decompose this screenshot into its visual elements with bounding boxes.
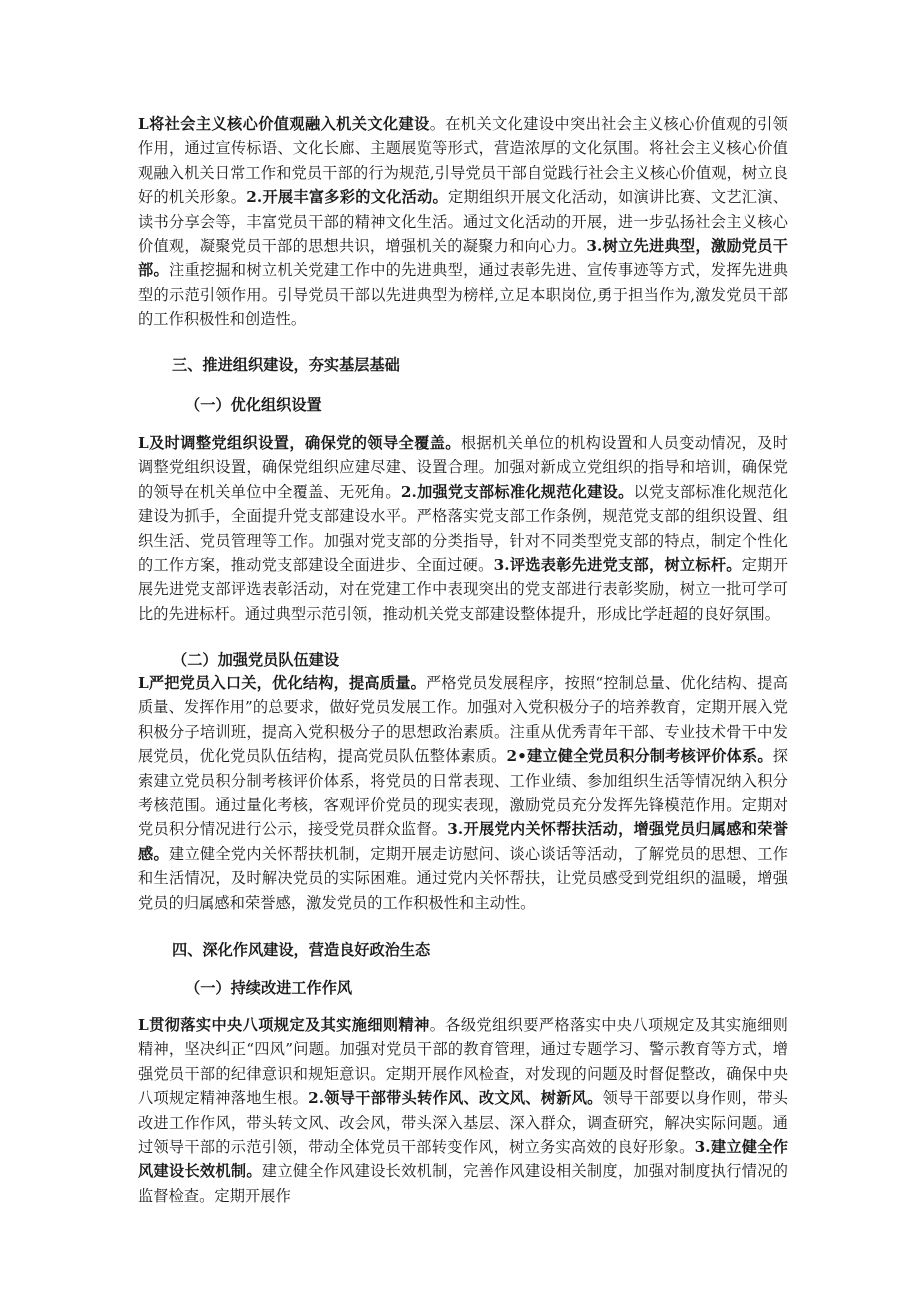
paragraph-work-style <box>138 1013 788 1208</box>
point-2-heading: 2•建立健全党员积分制考核评价体系。 <box>506 747 773 766</box>
point-2-heading: 2.开展丰富多彩的文化活动。 <box>246 188 449 207</box>
point-2-body: 领导干部要以身作则，带头改进工作作风，带头转文风、改会风，带头深入基层、深入群众，调查研究，解决实际问题。通过领导干部的示范引领，带动全体党员干部转变作风，树立务实高效的良好形象。 <box>138 1089 788 1157</box>
point-3-body: 注重挖掘和树立机关党建工作中的先进典型，通过表彰先进、宣传事迹等方式，发挥先进典型的示范引领作用。引导党员干部以先进典型为榜样,立足本职岗位,勇于担当作为,激发党员干部的工作积极性和创造性。 <box>138 261 789 329</box>
point-2-body: 以党支部标准化规范化建设为抓手，全面提升党支部建设水平。严格落实党支部工作条例，规范党支部的组织设置、组织生活、党员管理等工作。加强对党支部的分类指导，针对不同类型党支部的特点，制定个性化的工作方案，推动党支部建设全面进步、全面过硬。 <box>138 482 789 575</box>
subsection-heading-work-style: （一）持续改进工作作风 <box>185 979 353 997</box>
point-1-body: 。各级党组织要严格落实中央八项规定及其实施细则精神，坚决纠正“四风”问题。加强对党员干部的教育管理，通过专题学习、警示教育等方式，增强党员干部的纪律意识和规矩意识。定期开展作风检查，对发现的问题及时督促整改，确保中央八项规定精神落地生根。 <box>138 1016 788 1108</box>
point-1-heading: L将社会主义核心价值观融入机关文化建设 <box>138 115 430 133</box>
point-1-body: 严格党员发展程序，按照“控制总量、优化结构、提高质量、发挥作用”的总要求，做好党员发展工作。加强对入党积极分子的培养教育，定期开展入党积极分子培训班，提高入党积极分子的思想政治素质。注重从优秀青年干部、专业技术骨干中发展党员，优化党员队伍结构，提高党员队伍整体素质。 <box>138 674 788 766</box>
paragraph-org-setup <box>138 431 788 626</box>
section-heading-4: 四、深化作风建设，营造良好政治生态 <box>172 941 431 959</box>
point-3-body: 定期开展先进党支部评选表彰活动，对在党建工作中表现突出的党支部进行表彰奖励，树立一批可学可比的先进标杆。通过典型示范引领，推动机关党支部建设整体提升，形成比学赶超的良好氛围。 <box>138 556 788 623</box>
point-3-body: 建立健全党内关怀帮扶机制，定期开展走访慰问、谈心谈话等活动，了解党员的思想、工作和生活情况，及时解决党员的实际困难。通过党内关怀帮扶，让党员感受到党组织的温暖，增强党员的归属感和荣誉感，激发党员的工作积极性和主动性。 <box>138 844 789 912</box>
point-1-heading: L贯彻落实中央八项规定及其实施细则精神 <box>138 1016 430 1034</box>
subsection-heading-optimize-org: （一）优化组织设置 <box>185 396 322 414</box>
paragraph-culture-building <box>138 112 788 332</box>
point-3-heading: 3.建立健全作风建设长效机制。 <box>138 1138 788 1181</box>
point-3-heading: 3.评选表彰先进党支部，树立标杆。 <box>493 556 742 575</box>
subsection-heading-party-members: （二）加强党员队伍建设 <box>172 651 340 669</box>
point-3-body: 建立健全作风建设长效机制，完善作风建设相关制度，加强对制度执行情况的监督检查。定期开展作 <box>138 1162 788 1205</box>
paragraph-party-members <box>138 671 788 915</box>
point-2-heading: 2.加强党支部标准化规范化建设。 <box>400 482 634 501</box>
point-1-heading: L及时调整党组织设置，确保党的领导全覆盖。 <box>138 434 461 452</box>
point-2-body: 定期组织开展文化活动，如演讲比赛、文艺汇演、读书分享会等，丰富党员干部的精神文化生活。通过文化活动的开展，进一步弘扬社会主义核心价值观，凝聚党员干部的思想共识，增强机关的凝聚力和向心力。 <box>138 188 788 256</box>
section-heading-3: 三、推进组织建设，夯实基层基础 <box>172 356 400 374</box>
point-3-heading: 3.树立先进典型，激励党员干部。 <box>138 237 788 280</box>
point-3-heading: 3.开展党内关怀帮扶活动，增强党员归属感和荣誉感。 <box>138 820 789 863</box>
point-1-body: 。在机关文化建设中突出社会主义核心价值观的引领作用，通过宣传标语、文化长廊、主题展览等形式，营造浓厚的文化氛围。将社会主义核心价值观融入机关日常工作和党员干部的行为规范,引导党员干部自觉践行社会主义核心价值观，树立良好的机关形象。 <box>138 115 788 207</box>
point-1-heading: L严把党员入口关，优化结构，提高质量。 <box>138 674 427 692</box>
point-1-body: 根据机关单位的机构设置和人员变动情况，及时调整党组织设置，确保党组织应建尽建、设置合理。加强对新成立党组织的指导和培训，确保党的领导在机关单位中全覆盖、无死角。 <box>138 434 789 501</box>
point-2-body: 探索建立党员积分制考核评价体系，将党员的日常表现、工作业绩、参加组织生活等情况纳入积分考核范围。通过量化考核，客观评价党员的现实表现，激励党员充分发挥先锋模范作用。定期对党员积分情况进行公示，接受党员群众监督。 <box>138 747 788 839</box>
point-2-heading: 2.领导干部带头转作风、改文风、树新风。 <box>308 1089 603 1108</box>
